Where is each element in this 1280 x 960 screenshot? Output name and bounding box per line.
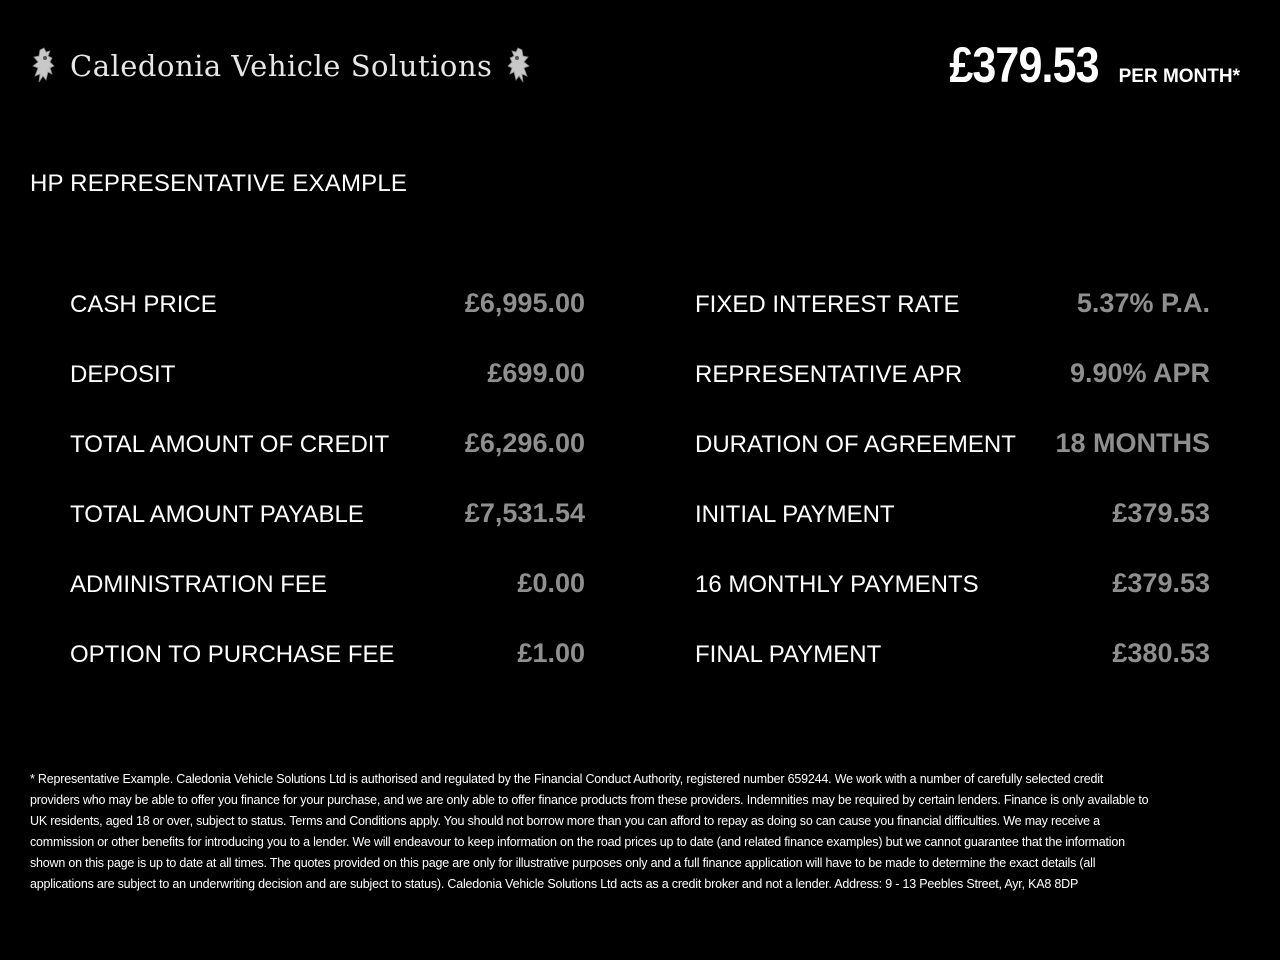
finance-label: 16 MONTHLY PAYMENTS: [695, 571, 979, 598]
finance-label: CASH PRICE: [70, 291, 217, 318]
finance-row: [695, 620, 1210, 690]
finance-value: 5.37% P.A.: [1076, 287, 1210, 318]
finance-row: [695, 550, 1210, 620]
finance-label: ADMINISTRATION FEE: [70, 571, 327, 598]
brand-name: Caledonia Vehicle Solutions: [70, 49, 493, 83]
finance-value: £6,995.00: [464, 287, 585, 318]
lion-rampant-icon: [30, 46, 62, 86]
monthly-price: [925, 36, 1240, 94]
finance-value: £699.00: [487, 357, 585, 388]
finance-value: £379.53: [1112, 497, 1210, 528]
finance-row: [70, 340, 585, 410]
finance-row: [695, 480, 1210, 550]
finance-value: £7,531.54: [464, 497, 585, 528]
finance-value: £379.53: [1112, 567, 1210, 598]
finance-row: [70, 620, 585, 690]
finance-column-left: [70, 270, 585, 690]
finance-row: [70, 410, 585, 480]
finance-row: [695, 340, 1210, 410]
finance-row: [695, 270, 1210, 340]
finance-row: [70, 480, 585, 550]
monthly-price-suffix: PER MONTH*: [1118, 66, 1240, 87]
finance-label: INITIAL PAYMENT: [695, 501, 895, 528]
finance-label: FIXED INTEREST RATE: [695, 291, 960, 318]
finance-row: [695, 410, 1210, 480]
finance-value: £1.00: [517, 637, 585, 668]
brand-logo: [30, 44, 532, 88]
disclaimer-text: * Representative Example. Caledonia Vehicle Solutions Ltd is authorised and regulated by the Financial Conduct Authority, registered number 659244. We work with a number of carefully selected credit providers who may be able to offer you finance for your purchase, and we are only able to offer finance products from these providers. Indemnities may be required by certain lenders. Finance is only available to UK residents, aged 18 or over, subject to status. Terms and Conditions apply. You should not borrow more than you can afford to repay as doing so can cause you financial difficulties. We may receive a commission or other benefits for introducing you to a lender. We will endeavour to keep information on the road prices up to date (and related finance examples) but we cannot guarantee that the information shown on this page is up to date at all times. The quotes provided on this page are only for illustrative purposes only and a full finance application will have to be made to determine the exact details (all applications are subject to an underwriting decision and are subject to status). Caledonia Vehicle Solutions Ltd acts as a credit broker and not a lender. Address: 9 - 13 Peebles Street, Ayr, KA8 8DP: [30, 772, 1149, 891]
finance-value: £6,296.00: [464, 427, 585, 458]
finance-value: £0.00: [517, 567, 585, 598]
finance-label: DEPOSIT: [70, 361, 176, 388]
finance-value: 18 MONTHS: [1055, 427, 1210, 458]
section-title: HP REPRESENTATIVE EXAMPLE: [30, 170, 408, 197]
finance-value: 9.90% APR: [1069, 357, 1210, 388]
finance-value: £380.53: [1112, 637, 1210, 668]
finance-label: REPRESENTATIVE APR: [695, 361, 963, 388]
monthly-price-amount: £379.53: [949, 37, 1099, 93]
finance-label: OPTION TO PURCHASE FEE: [70, 641, 395, 668]
finance-label: FINAL PAYMENT: [695, 641, 882, 668]
finance-label: DURATION OF AGREEMENT: [695, 431, 1016, 458]
lion-rampant-icon: [500, 46, 532, 86]
finance-label: TOTAL AMOUNT PAYABLE: [70, 501, 364, 528]
finance-column-right: [695, 270, 1210, 690]
finance-label: TOTAL AMOUNT OF CREDIT: [70, 431, 390, 458]
finance-row: [70, 270, 585, 340]
finance-row: [70, 550, 585, 620]
